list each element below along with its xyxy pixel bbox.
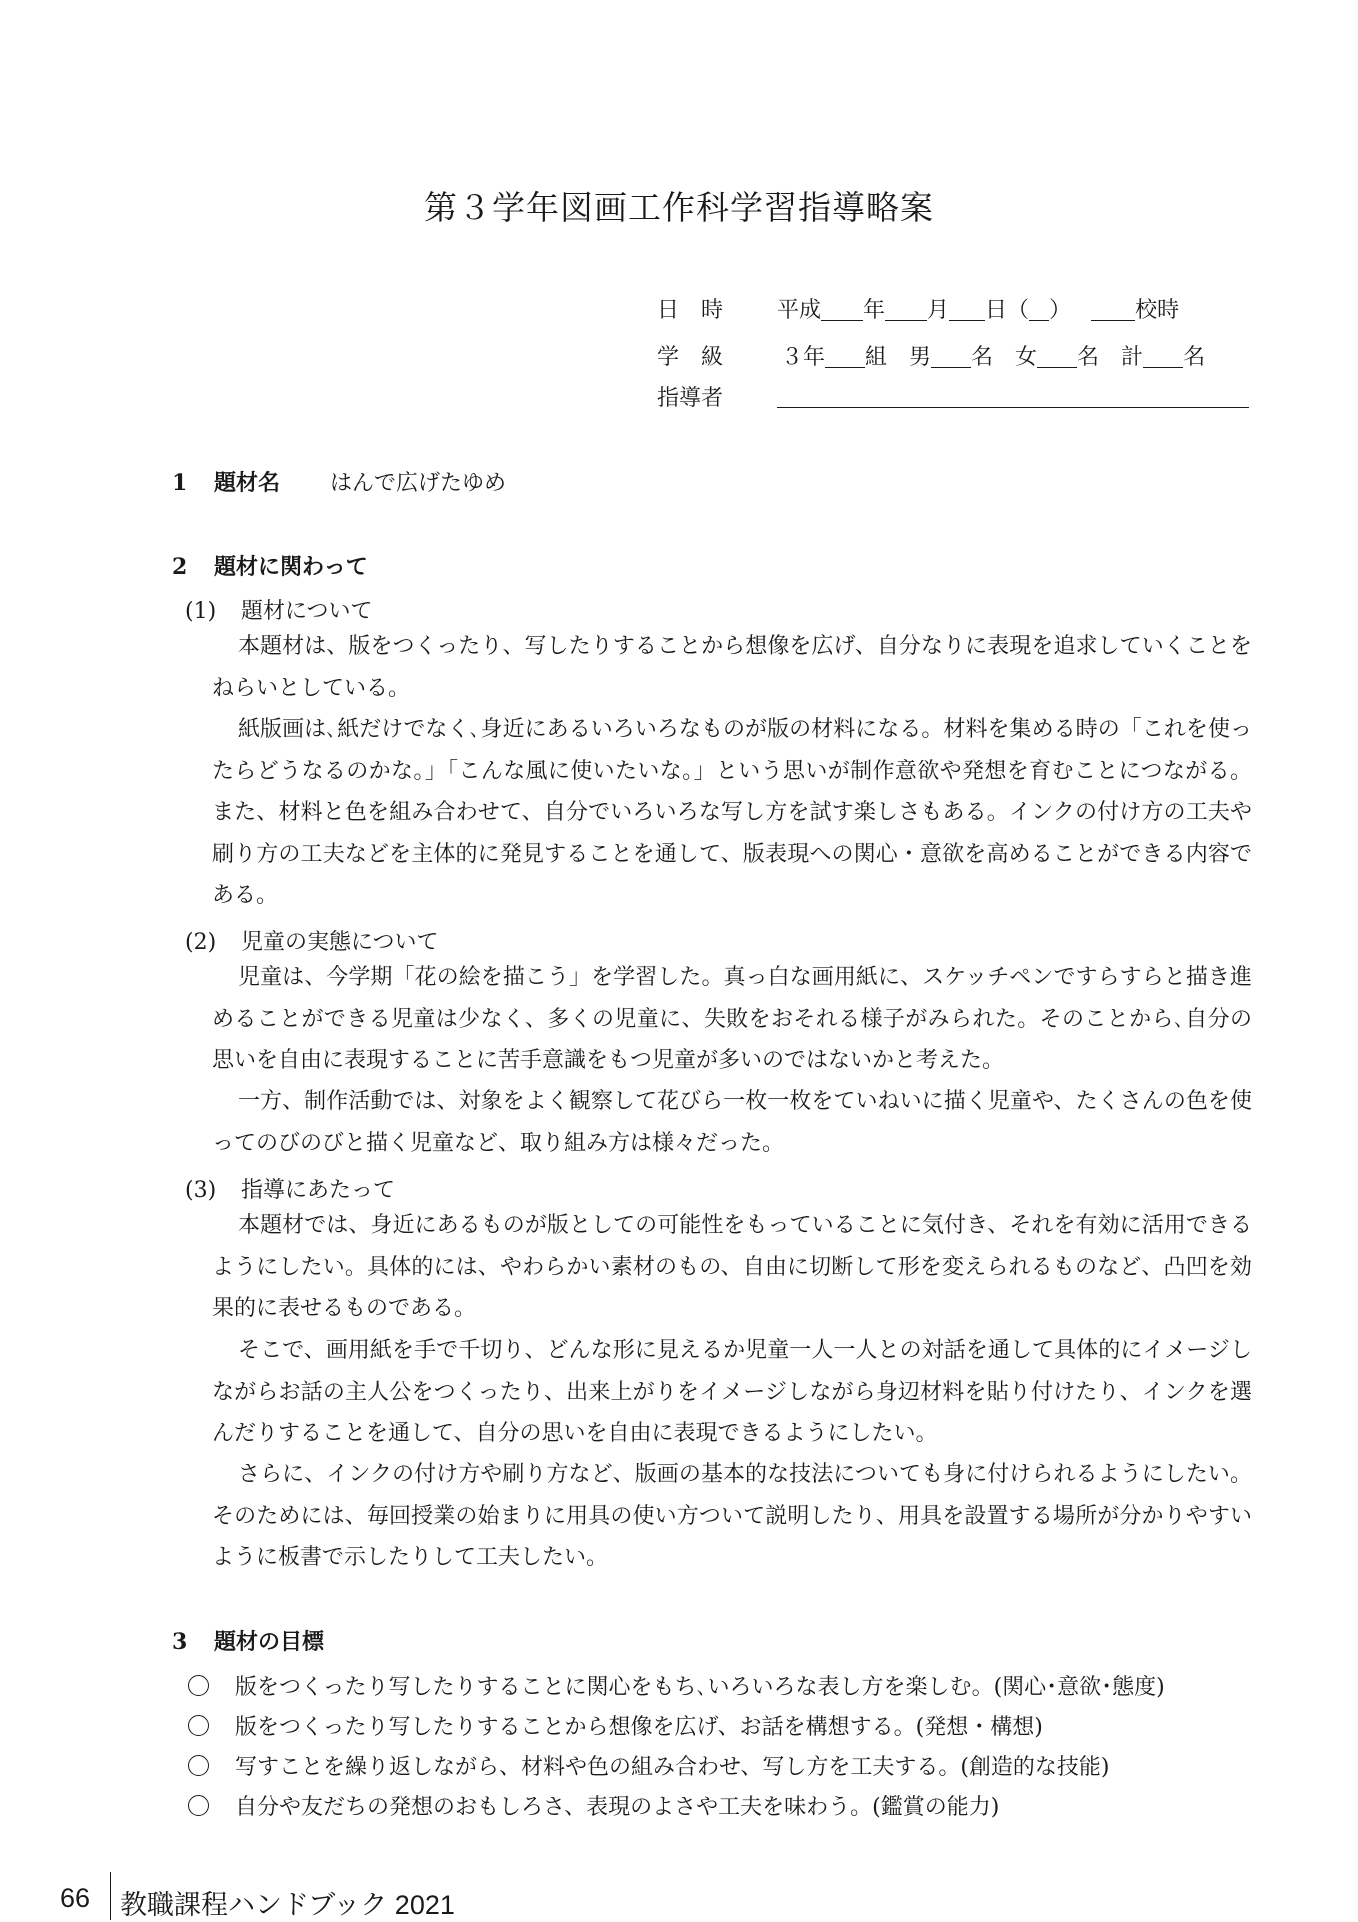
paragraph: そこで、画用紙を手で千切り、どんな形に見えるか児童一人一人との対話を通して具体的にイメージしながらお話の主人公をつくったり、出来上がりをイメージしながら身辺材料を貼り付けたり、インクを選んだりすることを通して、自分の思いを自由に表現できるようにしたい。 — [212, 1338, 1252, 1446]
circle-bullet-icon — [188, 1675, 209, 1696]
section-number: 3 — [172, 1629, 188, 1655]
date-era: 平成 — [777, 298, 822, 323]
day-blank — [949, 298, 985, 321]
girls-total: 名 計 — [1077, 345, 1144, 370]
year-blank — [821, 298, 863, 321]
group-boys: 組 男 — [865, 345, 932, 370]
subsection-3-heading — [185, 1173, 395, 1204]
section-number: 2 — [172, 554, 188, 580]
goal-text: 版をつくったり写したりすることに関心をもち､いろいろな表し方を楽しむ。(関心･意欲･態度) — [235, 1674, 1165, 1700]
section-title: 題材の目標 — [214, 1629, 325, 1655]
weekday-close: ） — [1049, 298, 1072, 323]
footer-book-title: 教職課程ハンドブック 2021 — [120, 1890, 455, 1920]
paragraph: 本題材では、身近にあるものが版としての可能性をもっていることに気付き、それを有効に活用できるようにしたい。具体的には、やわらかい素材のもの、自由に切断して形を変えられるものなど、凸凹を効果的に表せるものである。 — [212, 1213, 1252, 1321]
goal-text: 写すことを繰り返しながら、材料や色の組み合わせ、写し方を工夫する。(創造的な技能) — [235, 1754, 1110, 1780]
subsection-1-heading — [185, 594, 373, 625]
circle-bullet-icon — [188, 1795, 209, 1816]
section-2-heading — [172, 550, 368, 581]
list-item — [188, 1705, 1165, 1745]
page-title: 第３学年図画工作科学習指導略案 — [424, 188, 934, 227]
section-number: 1 — [172, 470, 188, 496]
goal-text: 自分や友だちの発想のおもしろさ、表現のよさや工夫を味わう。(鑑賞の能力) — [235, 1794, 1000, 1820]
subsection-number: (2) — [185, 930, 217, 955]
circle-bullet-icon — [188, 1755, 209, 1776]
page-number: 66 — [60, 1883, 91, 1913]
list-item — [188, 1745, 1165, 1785]
goal-list — [188, 1665, 1165, 1825]
section-1-heading — [172, 466, 506, 497]
total-blank — [1143, 345, 1183, 368]
date-label: 日 時 — [657, 298, 724, 323]
subsection-number: (1) — [185, 599, 217, 624]
month-suffix: 月 — [927, 298, 950, 323]
boys-girls: 名 女 — [971, 345, 1038, 370]
teacher-signature-line — [777, 407, 1249, 408]
list-item — [188, 1785, 1165, 1825]
footer-divider — [110, 1872, 111, 1920]
boys-blank — [931, 345, 971, 368]
subsection-title: 児童の実態について — [241, 930, 439, 955]
subsection-title: 指導にあたって — [241, 1178, 396, 1203]
class-fields — [781, 340, 1205, 371]
period-blank — [1091, 298, 1135, 321]
section-3-heading — [172, 1625, 324, 1656]
circle-bullet-icon — [188, 1715, 209, 1736]
subsection-number: (3) — [185, 1178, 217, 1203]
section-title: 題材名 — [214, 470, 281, 496]
paragraph: 本題材は、版をつくったり、写したりすることから想像を広げ、自分なりに表現を追求していくことをねらいとしている。 — [212, 634, 1252, 701]
date-fields — [777, 293, 1179, 324]
group-blank — [825, 345, 865, 368]
year-suffix: 年 — [863, 298, 886, 323]
section-title: 題材に関わって — [214, 554, 368, 580]
subsection-title: 題材について — [241, 599, 373, 624]
teacher-label: 指導者 — [657, 386, 724, 411]
month-blank — [885, 298, 927, 321]
topic-name: はんで広げたゆめ — [330, 471, 507, 496]
subsection-2-heading — [185, 925, 439, 956]
paragraph: さらに、インクの付け方や刷り方など、版画の基本的な技法についても身に付けられるようにしたい。そのためには、毎回授業の始まりに用具の使い方ついて説明したり、用具を設置する場所が分かりやすいように板書で示したりして工夫したい。 — [212, 1462, 1252, 1570]
goal-text: 版をつくったり写したりすることから想像を広げ、お話を構想する。(発想・構想) — [235, 1714, 1043, 1740]
paragraph: 児童は、今学期「花の絵を描こう」を学習した。真っ白な画用紙に、スケッチペンですらすらと描き進めることができる児童は少なく、多くの児童に、失敗をおそれる様子がみられた。そのことから､自分の思いを自由に表現することに苦手意識をもつ児童が多いのではないかと考えた。 — [212, 965, 1252, 1073]
day-suffix: 日（ — [985, 298, 1030, 323]
paragraph: 一方、制作活動では、対象をよく観察して花びら一枚一枚をていねいに描く児童や、たくさんの色を使ってのびのびと描く児童など、取り組み方は様々だった。 — [212, 1089, 1252, 1156]
period-suffix: 校時 — [1135, 298, 1180, 323]
class-label: 学 級 — [657, 345, 724, 370]
paragraph: 紙版画は､紙だけでなく､身近にあるいろいろなものが版の材料になる。材料を集める時の「これを使ったらどうなるのかな。」「こんな風に使いたいな。」という思いが制作意欲や発想を育むことにつながる。また、材料と色を組み合わせて、自分でいろいろな写し方を試す楽しさもある。インクの付け方の工夫や刷り方の工夫などを主体的に発見することを通して、版表現への関心・意欲を高めることができる内容である。 — [212, 717, 1252, 908]
grade-text: ３年 — [781, 345, 826, 370]
list-item — [188, 1665, 1165, 1705]
girls-blank — [1037, 345, 1077, 368]
total-suffix: 名 — [1183, 345, 1206, 370]
weekday-blank — [1029, 298, 1049, 321]
